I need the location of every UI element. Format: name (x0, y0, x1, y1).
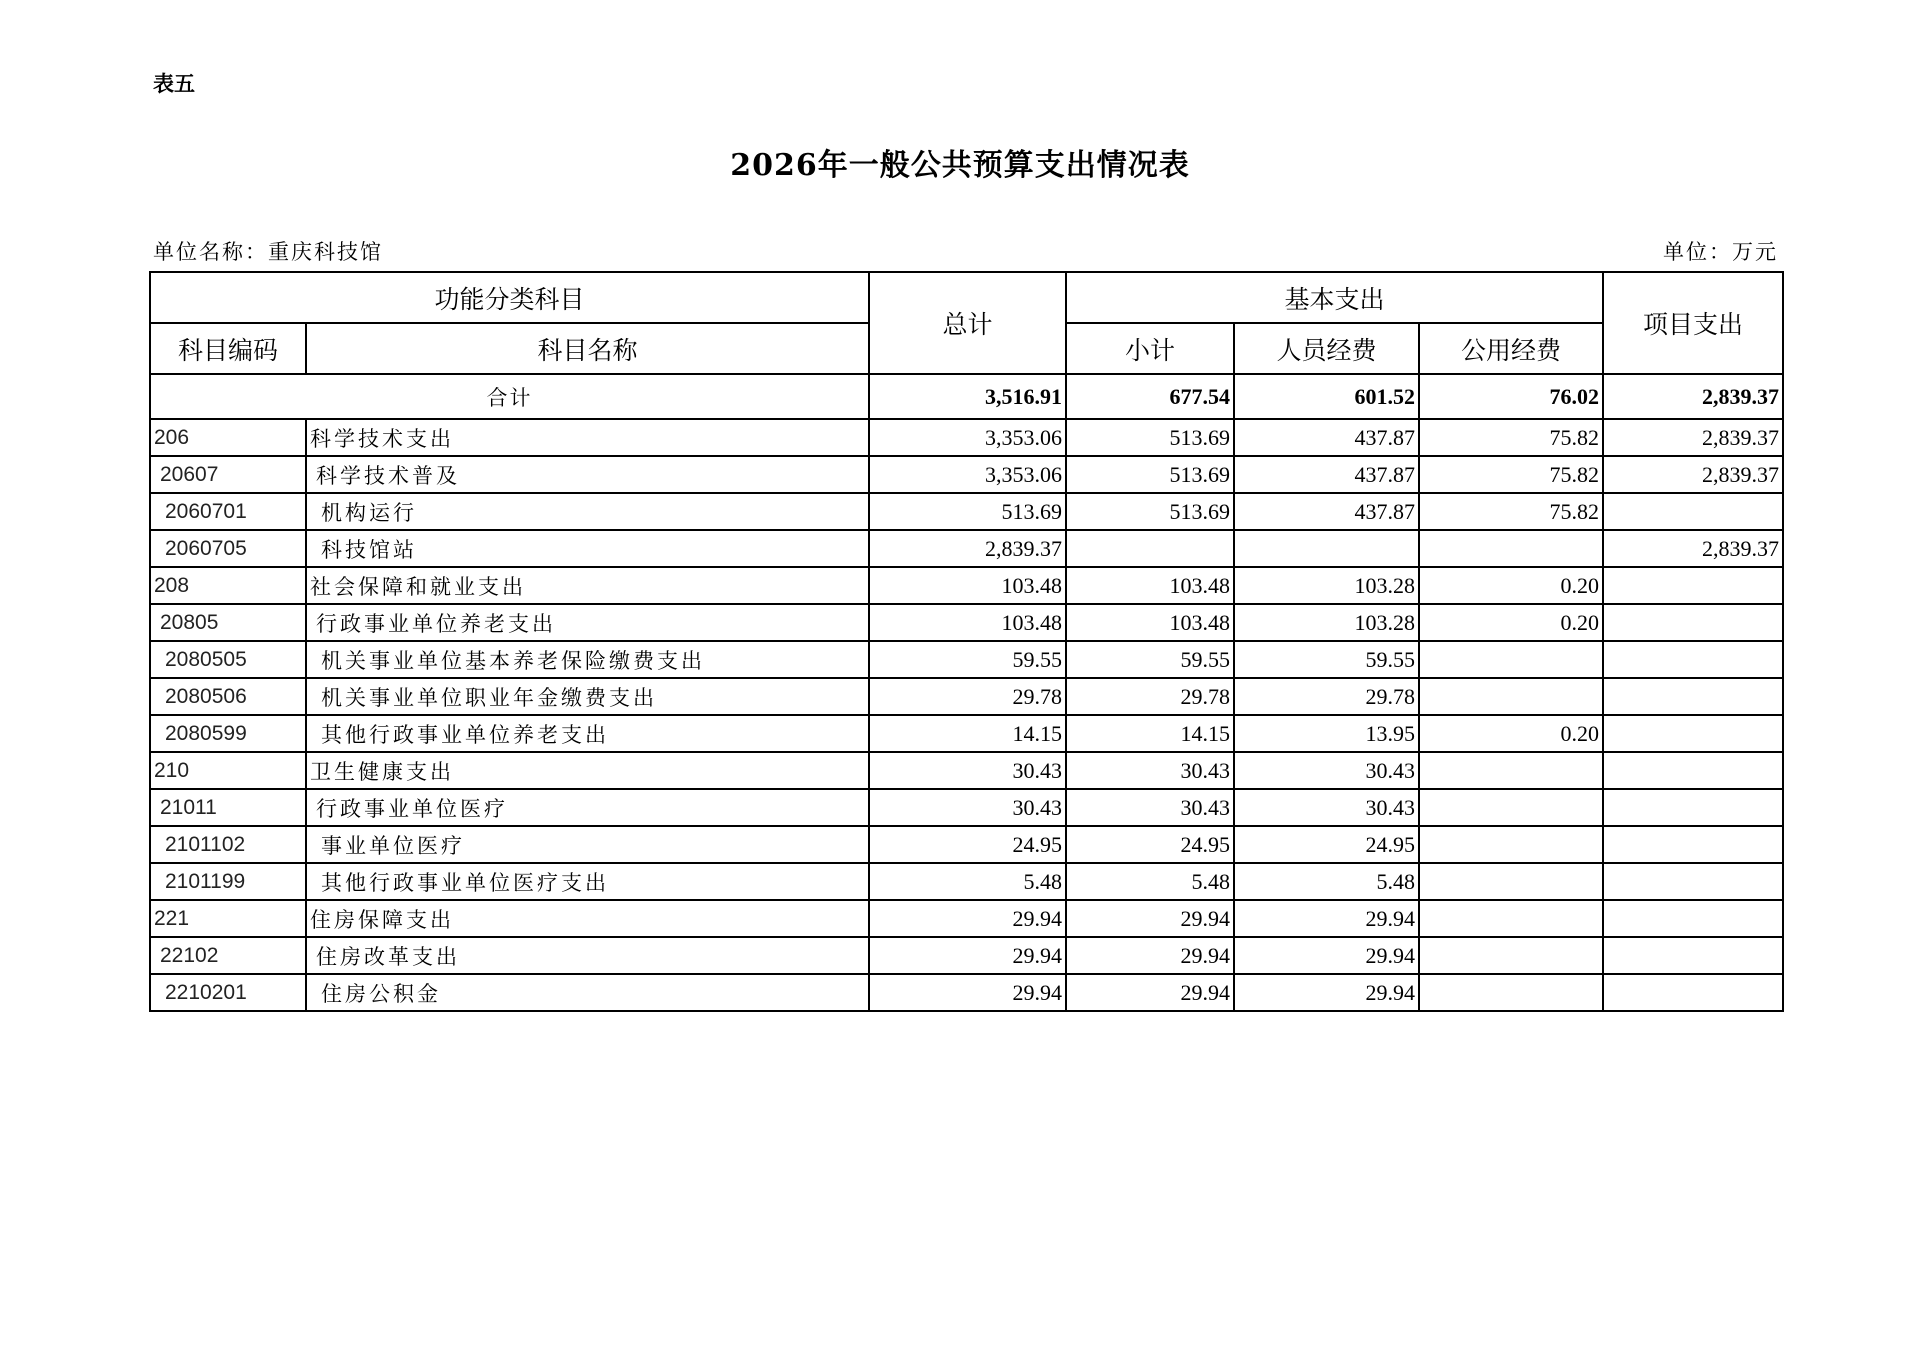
project-cell (1603, 493, 1783, 530)
total-cell: 5.48 (869, 863, 1066, 900)
public-cell: 0.20 (1419, 567, 1603, 604)
project-cell: 2,839.37 (1603, 530, 1783, 567)
subtotal-cell: 30.43 (1066, 789, 1234, 826)
public-cell: 0.20 (1419, 604, 1603, 641)
subject-name-cell: 行政事业单位医疗 (306, 789, 869, 826)
subtotal-cell: 14.15 (1066, 715, 1234, 752)
total-label: 合计 (150, 374, 869, 419)
table-row (150, 752, 1783, 789)
subject-name-cell: 卫生健康支出 (306, 752, 869, 789)
header-functional-category: 功能分类科目 (150, 272, 869, 323)
total-cell: 513.69 (869, 493, 1066, 530)
total-row-public: 76.02 (1419, 374, 1603, 419)
table-row (150, 456, 1783, 493)
project-cell (1603, 900, 1783, 937)
personnel-cell: 29.94 (1234, 937, 1419, 974)
currency-unit-label: 单位：万元 (1663, 240, 1778, 264)
personnel-cell: 29.94 (1234, 900, 1419, 937)
subtotal-cell: 29.94 (1066, 937, 1234, 974)
subtotal-cell: 5.48 (1066, 863, 1234, 900)
header-personnel-cost: 人员经费 (1234, 323, 1419, 374)
public-cell (1419, 789, 1603, 826)
subject-name-cell: 其他行政事业单位医疗支出 (306, 863, 869, 900)
project-cell (1603, 937, 1783, 974)
subject-code-cell: 2060701 (150, 493, 306, 530)
table-row (150, 900, 1783, 937)
subject-name-cell: 社会保障和就业支出 (306, 567, 869, 604)
public-cell: 75.82 (1419, 493, 1603, 530)
table-row (150, 419, 1783, 456)
subject-name-cell: 行政事业单位养老支出 (306, 604, 869, 641)
table-number: 表五 (153, 72, 195, 96)
public-cell: 75.82 (1419, 456, 1603, 493)
subject-name-cell: 机构运行 (306, 493, 869, 530)
total-cell: 30.43 (869, 789, 1066, 826)
subject-name-cell: 科学技术普及 (306, 456, 869, 493)
subject-code-cell: 21011 (150, 789, 306, 826)
subject-code-cell: 206 (150, 419, 306, 456)
personnel-cell (1234, 530, 1419, 567)
project-cell (1603, 789, 1783, 826)
project-cell (1603, 752, 1783, 789)
header-subtotal: 小计 (1066, 323, 1234, 374)
table-row (150, 937, 1783, 974)
project-cell (1603, 826, 1783, 863)
subject-code-cell: 2080599 (150, 715, 306, 752)
total-row (150, 374, 1783, 419)
total-cell: 29.94 (869, 974, 1066, 1011)
total-cell: 24.95 (869, 826, 1066, 863)
subject-code-cell: 2080505 (150, 641, 306, 678)
subtotal-cell: 29.78 (1066, 678, 1234, 715)
public-cell (1419, 678, 1603, 715)
personnel-cell: 13.95 (1234, 715, 1419, 752)
table-row (150, 863, 1783, 900)
subject-name-cell: 机关事业单位职业年金缴费支出 (306, 678, 869, 715)
table-row (150, 974, 1783, 1011)
total-cell: 29.78 (869, 678, 1066, 715)
table-row (150, 789, 1783, 826)
table-row (150, 715, 1783, 752)
project-cell (1603, 604, 1783, 641)
subject-name-cell: 机关事业单位基本养老保险缴费支出 (306, 641, 869, 678)
table-row (150, 641, 1783, 678)
project-cell (1603, 863, 1783, 900)
public-cell (1419, 937, 1603, 974)
header-basic-expenditure: 基本支出 (1066, 272, 1603, 323)
table-row (150, 567, 1783, 604)
total-cell: 103.48 (869, 567, 1066, 604)
personnel-cell: 5.48 (1234, 863, 1419, 900)
header-project-expenditure: 项目支出 (1603, 272, 1783, 374)
subject-code-cell: 2101199 (150, 863, 306, 900)
subtotal-cell: 30.43 (1066, 752, 1234, 789)
personnel-cell: 103.28 (1234, 604, 1419, 641)
budget-expenditure-table (149, 271, 1784, 1012)
project-cell (1603, 678, 1783, 715)
table-row (150, 826, 1783, 863)
personnel-cell: 437.87 (1234, 456, 1419, 493)
total-row-personnel: 601.52 (1234, 374, 1419, 419)
public-cell (1419, 826, 1603, 863)
subject-code-cell: 22102 (150, 937, 306, 974)
subject-code-cell: 2210201 (150, 974, 306, 1011)
personnel-cell: 103.28 (1234, 567, 1419, 604)
table-body (150, 374, 1783, 1011)
project-cell (1603, 567, 1783, 604)
total-row-project: 2,839.37 (1603, 374, 1783, 419)
total-cell: 29.94 (869, 937, 1066, 974)
public-cell (1419, 863, 1603, 900)
personnel-cell: 30.43 (1234, 752, 1419, 789)
table-row (150, 678, 1783, 715)
subject-name-cell: 科学技术支出 (306, 419, 869, 456)
unit-name-label: 单位名称：重庆科技馆 (153, 240, 383, 264)
project-cell (1603, 641, 1783, 678)
public-cell: 0.20 (1419, 715, 1603, 752)
public-cell: 75.82 (1419, 419, 1603, 456)
total-cell: 103.48 (869, 604, 1066, 641)
header-total: 总计 (869, 272, 1066, 374)
public-cell (1419, 974, 1603, 1011)
page-title: 2026年一般公共预算支出情况表 (730, 148, 1190, 183)
subject-name-cell: 其他行政事业单位养老支出 (306, 715, 869, 752)
subject-code-cell: 20607 (150, 456, 306, 493)
table-row (150, 604, 1783, 641)
project-cell: 2,839.37 (1603, 456, 1783, 493)
personnel-cell: 24.95 (1234, 826, 1419, 863)
subject-name-cell: 事业单位医疗 (306, 826, 869, 863)
subject-code-cell: 2101102 (150, 826, 306, 863)
project-cell (1603, 974, 1783, 1011)
personnel-cell: 59.55 (1234, 641, 1419, 678)
subject-name-cell: 住房公积金 (306, 974, 869, 1011)
header-subject-name: 科目名称 (306, 323, 869, 374)
subject-code-cell: 210 (150, 752, 306, 789)
subtotal-cell: 103.48 (1066, 604, 1234, 641)
project-cell: 2,839.37 (1603, 419, 1783, 456)
total-row-subtotal: 677.54 (1066, 374, 1234, 419)
header-subject-code: 科目编码 (150, 323, 306, 374)
subject-code-cell: 208 (150, 567, 306, 604)
subtotal-cell: 513.69 (1066, 493, 1234, 530)
table-row (150, 530, 1783, 567)
public-cell (1419, 530, 1603, 567)
public-cell (1419, 641, 1603, 678)
subtotal-cell: 29.94 (1066, 900, 1234, 937)
header-public-cost: 公用经费 (1419, 323, 1603, 374)
subtotal-cell (1066, 530, 1234, 567)
personnel-cell: 437.87 (1234, 419, 1419, 456)
total-cell: 59.55 (869, 641, 1066, 678)
personnel-cell: 29.94 (1234, 974, 1419, 1011)
subtotal-cell: 103.48 (1066, 567, 1234, 604)
table-row (150, 493, 1783, 530)
project-cell (1603, 715, 1783, 752)
personnel-cell: 29.78 (1234, 678, 1419, 715)
total-cell: 29.94 (869, 900, 1066, 937)
subtotal-cell: 513.69 (1066, 456, 1234, 493)
personnel-cell: 437.87 (1234, 493, 1419, 530)
subject-code-cell: 221 (150, 900, 306, 937)
subject-name-cell: 科技馆站 (306, 530, 869, 567)
subject-name-cell: 住房保障支出 (306, 900, 869, 937)
subtotal-cell: 29.94 (1066, 974, 1234, 1011)
subject-code-cell: 2080506 (150, 678, 306, 715)
public-cell (1419, 752, 1603, 789)
total-row-total: 3,516.91 (869, 374, 1066, 419)
total-cell: 3,353.06 (869, 419, 1066, 456)
subtotal-cell: 59.55 (1066, 641, 1234, 678)
subject-code-cell: 2060705 (150, 530, 306, 567)
public-cell (1419, 900, 1603, 937)
total-cell: 30.43 (869, 752, 1066, 789)
subject-code-cell: 20805 (150, 604, 306, 641)
subject-name-cell: 住房改革支出 (306, 937, 869, 974)
total-cell: 3,353.06 (869, 456, 1066, 493)
subtotal-cell: 24.95 (1066, 826, 1234, 863)
subtotal-cell: 513.69 (1066, 419, 1234, 456)
personnel-cell: 30.43 (1234, 789, 1419, 826)
total-cell: 2,839.37 (869, 530, 1066, 567)
total-cell: 14.15 (869, 715, 1066, 752)
